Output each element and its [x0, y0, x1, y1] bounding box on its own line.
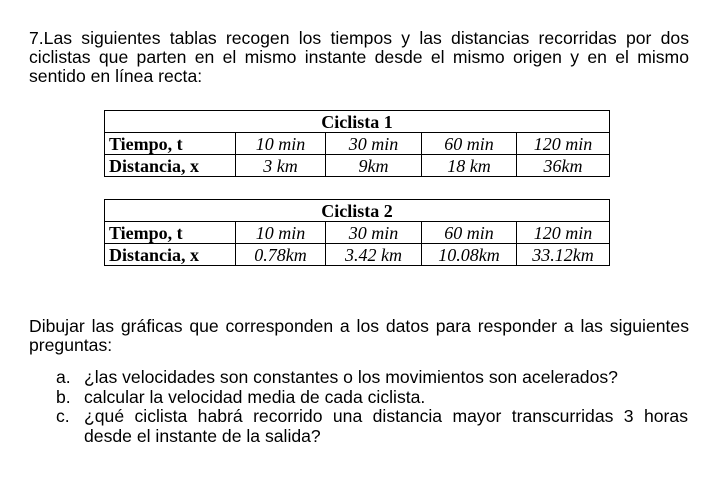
table-row-time	[105, 133, 610, 155]
table-row-distance	[105, 244, 610, 266]
table-row-distance	[105, 155, 610, 177]
distance-cell: 9km	[326, 155, 422, 177]
row-label-time: Tiempo, t	[105, 133, 236, 155]
time-cell: 10 min	[236, 222, 326, 244]
time-cell: 30 min	[326, 133, 422, 155]
question-text: ¿qué ciclista habrá recorrido una distancia mayor transcurridas 3 horas desde el instante de la salida?	[84, 406, 688, 446]
cut-off-next-line	[29, 474, 689, 483]
question-item	[56, 407, 688, 446]
table-title: Ciclista 1	[105, 111, 610, 133]
time-cell: 60 min	[422, 133, 517, 155]
distance-cell: 0.78km	[236, 244, 326, 266]
table-ciclista-2	[104, 199, 610, 266]
time-cell: 30 min	[326, 222, 422, 244]
row-label-distance: Distancia, x	[105, 155, 236, 177]
task-instruction: Dibujar las gráficas que corresponden a los datos para responder a las siguientes preguntas:	[29, 315, 689, 355]
question-item	[56, 368, 688, 388]
table-title-row	[105, 111, 610, 133]
distance-cell: 3 km	[236, 155, 326, 177]
distance-cell: 33.12km	[517, 244, 610, 266]
row-label-time: Tiempo, t	[105, 222, 236, 244]
distance-cell: 36km	[517, 155, 610, 177]
time-cell: 60 min	[422, 222, 517, 244]
time-cell: 120 min	[517, 133, 610, 155]
question-text: ¿las velocidades son constantes o los movimientos son acelerados?	[84, 367, 618, 387]
question-item	[56, 388, 688, 408]
time-cell: 120 min	[517, 222, 610, 244]
distance-cell: 3.42 km	[326, 244, 422, 266]
question-letter: b.	[56, 386, 71, 407]
exercise-intro: 7.Las siguientes tablas recogen los tiempos y las distancias recorridas por dos ciclistas que parten en el mismo instante desde el mismo origen y en el mismo sentido en línea recta:	[29, 27, 689, 86]
row-label-distance: Distancia, x	[105, 244, 236, 266]
table-title: Ciclista 2	[105, 200, 610, 222]
question-list	[56, 368, 688, 446]
question-letter: a.	[56, 367, 71, 387]
table-title-row	[105, 200, 610, 222]
question-letter: c.	[56, 406, 70, 426]
distance-cell: 10.08km	[422, 244, 517, 266]
table-row-time	[105, 222, 610, 244]
table-ciclista-1	[104, 110, 610, 177]
question-text: calcular la velocidad media de cada ciclista.	[84, 386, 426, 407]
distance-cell: 18 km	[422, 155, 517, 177]
time-cell: 10 min	[236, 133, 326, 155]
